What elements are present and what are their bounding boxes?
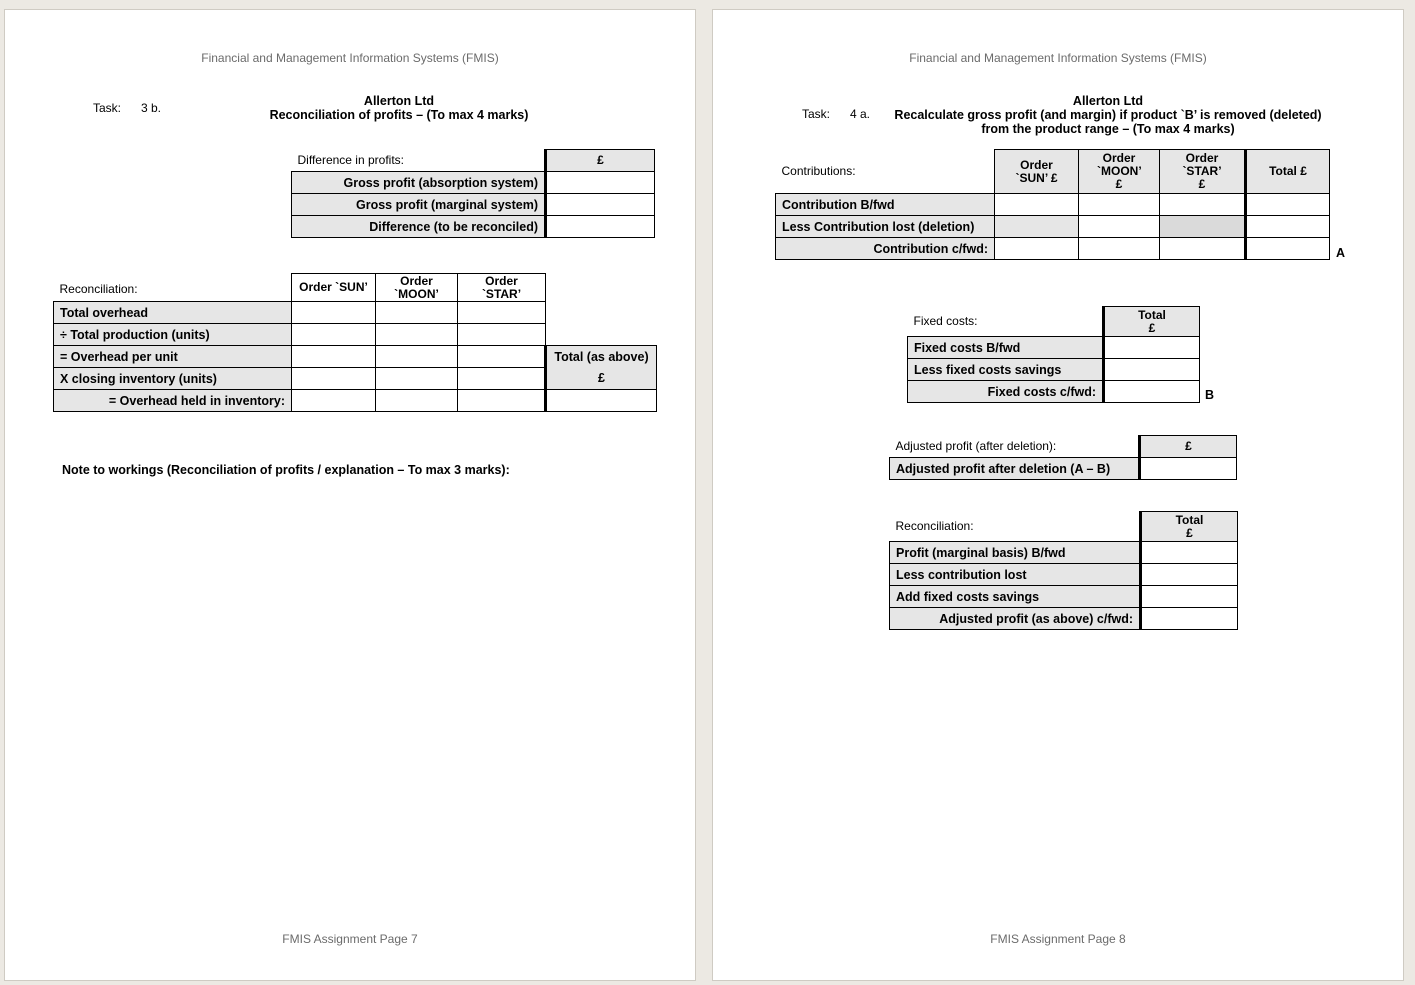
- diff-value-cell[interactable]: [546, 216, 655, 238]
- fixed-value-cell[interactable]: [1104, 359, 1200, 381]
- recon-cell[interactable]: [458, 302, 546, 324]
- contrib-cell-shaded: [995, 216, 1079, 238]
- diff-row-label: Difference (to be reconciled): [292, 216, 546, 238]
- reconciliation-label: Reconciliation:: [59, 282, 138, 296]
- recon-cell[interactable]: [292, 302, 376, 324]
- recon-cell[interactable]: [376, 324, 458, 346]
- contrib-cell[interactable]: [995, 194, 1079, 216]
- page-footer: FMIS Assignment Page 8: [990, 932, 1126, 946]
- diff-value-cell[interactable]: [546, 172, 655, 194]
- diff-row-label: Gross profit (marginal system): [292, 194, 546, 216]
- contrib-row-label: Contribution c/fwd:: [776, 238, 995, 260]
- company-name: Allerton Ltd: [1072, 94, 1144, 108]
- fixed-costs-label: Fixed costs:: [913, 314, 978, 329]
- difference-table: [291, 149, 655, 238]
- recon-cell[interactable]: [292, 390, 376, 412]
- recon-value-cell[interactable]: [1141, 564, 1238, 586]
- company-name: Allerton Ltd: [363, 94, 435, 108]
- page-7: [4, 9, 696, 981]
- recon-cell[interactable]: [458, 324, 546, 346]
- recon-row-label: = Overhead held in inventory:: [54, 390, 292, 412]
- contrib-total-cell[interactable]: [1246, 216, 1330, 238]
- recon-row-label: Profit (marginal basis) B/fwd: [890, 542, 1141, 564]
- recon-row-label: Total overhead: [54, 302, 292, 324]
- contrib-row-label: Contribution B/fwd: [776, 194, 995, 216]
- adjusted-profit-label: Adjusted profit (after deletion):: [895, 439, 1057, 454]
- total-above-header: Total (as above): [546, 346, 657, 368]
- fixed-row-label: Fixed costs B/fwd: [908, 337, 1104, 359]
- marker-b: B: [1205, 388, 1215, 402]
- task-subtitle: Reconciliation of profits – (To max 4 marks): [269, 108, 529, 122]
- recon-cell[interactable]: [376, 368, 458, 390]
- recon-row-label: = Overhead per unit: [54, 346, 292, 368]
- recon-cell[interactable]: [292, 368, 376, 390]
- page-header: Financial and Management Information Systems (FMIS): [201, 51, 499, 65]
- task-subtitle-line2: from the product range – (To max 4 marks): [981, 122, 1235, 136]
- col-header-star: Order `STAR’: [458, 274, 546, 302]
- contrib-cell[interactable]: [1160, 238, 1246, 260]
- fixed-costs-table: [907, 306, 1200, 403]
- contrib-cell[interactable]: [1160, 194, 1246, 216]
- total-value-cell[interactable]: [546, 390, 657, 412]
- recon-cell[interactable]: [458, 368, 546, 390]
- contrib-total-cell[interactable]: [1246, 238, 1330, 260]
- col-header-moon: Order `MOON’: [376, 274, 458, 302]
- total-currency-header: £: [546, 368, 657, 390]
- recon-row-label: ÷ Total production (units): [54, 324, 292, 346]
- recon-value-cell[interactable]: [1141, 542, 1238, 564]
- recon-value-cell[interactable]: [1141, 586, 1238, 608]
- recon-cell[interactable]: [458, 346, 546, 368]
- recon-row-label: Adjusted profit (as above) c/fwd:: [890, 608, 1141, 630]
- task-number: 4 a.: [850, 107, 871, 121]
- difference-label: Difference in profits:: [297, 153, 404, 168]
- task-number: 3 b.: [141, 101, 162, 115]
- recon-row-label: Add fixed costs savings: [890, 586, 1141, 608]
- recon-cell[interactable]: [458, 390, 546, 412]
- adjusted-row-label: Adjusted profit after deletion (A – B): [890, 458, 1140, 480]
- contrib-cell[interactable]: [1079, 194, 1160, 216]
- col-header-moon: Order `MOON’ £: [1079, 150, 1160, 194]
- recon-row-label: X closing inventory (units): [54, 368, 292, 390]
- contributions-label: Contributions:: [781, 164, 856, 179]
- fixed-row-label: Less fixed costs savings: [908, 359, 1104, 381]
- recon-cell[interactable]: [376, 346, 458, 368]
- contrib-total-cell[interactable]: [1246, 194, 1330, 216]
- recon-cell[interactable]: [292, 346, 376, 368]
- adjusted-value-cell[interactable]: [1140, 458, 1237, 480]
- note-to-workings: Note to workings (Reconciliation of profits / explanation – To max 3 marks):: [62, 463, 510, 477]
- col-header-sun: Order `SUN’: [292, 274, 376, 302]
- recon-cell[interactable]: [376, 390, 458, 412]
- task-label: Task:: [802, 107, 831, 121]
- recon-total-header: Total £: [1141, 512, 1238, 542]
- fixed-value-cell[interactable]: [1104, 381, 1200, 403]
- page-footer: FMIS Assignment Page 7: [282, 932, 418, 946]
- contrib-row-label: Less Contribution lost (deletion): [776, 216, 995, 238]
- page-8: [712, 9, 1404, 981]
- col-header-star: Order `STAR’ £: [1160, 150, 1246, 194]
- marker-a: A: [1336, 246, 1346, 260]
- reconciliation-table: [889, 511, 1238, 630]
- diff-value-cell[interactable]: [546, 194, 655, 216]
- fixed-value-cell[interactable]: [1104, 337, 1200, 359]
- reconciliation-label: Reconciliation:: [895, 519, 974, 534]
- adjusted-profit-table: [889, 435, 1237, 480]
- adjusted-currency-header: £: [1140, 436, 1237, 458]
- diff-row-label: Gross profit (absorption system): [292, 172, 546, 194]
- contrib-cell[interactable]: [1079, 216, 1160, 238]
- task-label: Task:: [93, 101, 122, 115]
- col-header-total: Total £: [1246, 150, 1330, 194]
- recon-cell[interactable]: [292, 324, 376, 346]
- contributions-table: [775, 149, 1330, 260]
- task-subtitle-line1: Recalculate gross profit (and margin) if product `B’ is removed (deleted): [894, 108, 1322, 122]
- contrib-cell[interactable]: [1079, 238, 1160, 260]
- reconciliation-table: [53, 273, 657, 412]
- currency-header: £: [546, 150, 655, 172]
- recon-value-cell[interactable]: [1141, 608, 1238, 630]
- page-header: Financial and Management Information Systems (FMIS): [909, 51, 1207, 65]
- col-header-sun: Order `SUN’ £: [995, 150, 1079, 194]
- fixed-row-label: Fixed costs c/fwd:: [908, 381, 1104, 403]
- fixed-total-header: Total £: [1104, 307, 1200, 337]
- contrib-cell-shaded: [1160, 216, 1246, 238]
- recon-cell[interactable]: [376, 302, 458, 324]
- contrib-cell[interactable]: [995, 238, 1079, 260]
- recon-row-label: Less contribution lost: [890, 564, 1141, 586]
